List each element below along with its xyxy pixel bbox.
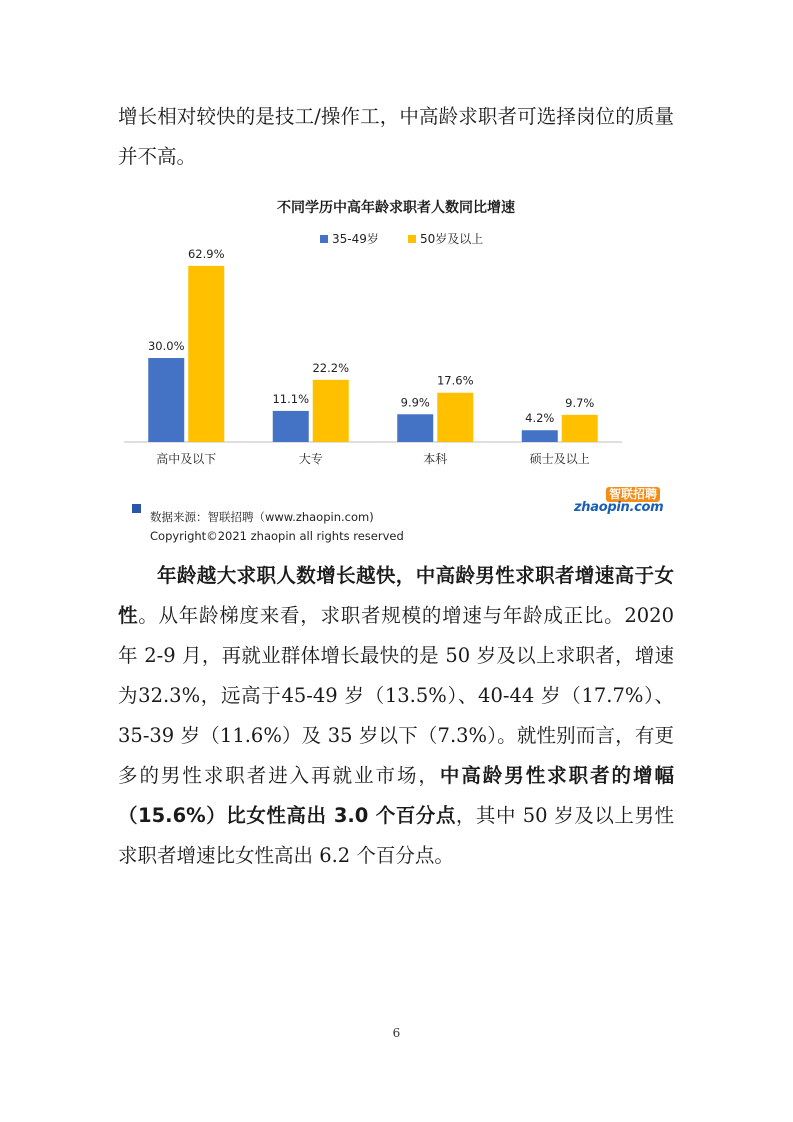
zhaopin-logo (574, 487, 664, 517)
page-number: 6 (392, 1026, 401, 1040)
data-label: 17.6% (436, 373, 474, 388)
category-label: 高中及以下 (156, 452, 217, 466)
bar (148, 358, 184, 442)
data-label: 4.2% (525, 411, 555, 426)
bar (273, 411, 309, 442)
bar (397, 414, 433, 442)
data-source: 数据来源：智联招聘（www.zhaopin.com) (150, 510, 374, 524)
body-text-2: ，其中 50 岁及以上男性求职者增速比女性高出 6.2 个百分点。 (118, 804, 674, 867)
legend-swatch (320, 235, 328, 243)
data-label: 22.2% (312, 360, 350, 375)
legend-label: 35-49岁 (332, 232, 379, 246)
bar (188, 266, 224, 442)
source-marker (132, 504, 141, 513)
bold-highlight: 中高龄男性求职者的增幅（15.6%）比女性高出 3.0 个百分点 (118, 764, 674, 827)
legend-swatch (408, 235, 416, 243)
data-label: 62.9% (187, 246, 225, 261)
category-label: 大专 (298, 452, 323, 466)
category-label: 硕士及以上 (529, 452, 590, 466)
bold-lead: 年龄越大求职人数增长越快，中高龄男性求职者增速高于女性 (118, 564, 674, 627)
data-label: 30.0% (147, 339, 185, 353)
copyright: Copyright©2021 zhaopin all rights reserved (150, 529, 404, 543)
paragraph-top: 增长相对较快的是技工/操作工，中高龄求职者可选择岗位的质量并不高。 (118, 105, 674, 168)
bar (313, 380, 349, 442)
bar (562, 415, 598, 442)
bar (522, 430, 558, 442)
logo-cn-text: 智联招聘 (606, 487, 660, 502)
paragraph-main (118, 556, 674, 876)
data-label: 11.1% (272, 391, 310, 406)
chart-canvas (118, 186, 674, 476)
chart-title: 不同学历中高年龄求职者人数同比增速 (277, 200, 515, 216)
data-label: 9.7% (565, 395, 595, 410)
logo-en-text: zhaopin.com (574, 500, 664, 515)
category-label: 本科 (423, 452, 448, 466)
bar (437, 393, 473, 442)
body-text-1: 。从年龄梯度来看，求职者规模的增速与年龄成正比。2020 年 2-9 月，再就业群体增长最快的是 50 岁及以上求职者，增速为32.3%，远高于45-49 岁（13.5%）、40-44 岁（17.7%）、35-39 岁（11.6%）及 35 岁以下（7.3%）。就性别而言，有更多的男性求职者进入再就业市场， (118, 604, 674, 787)
data-label: 9.9% (400, 395, 430, 410)
legend-label: 50岁及以上 (420, 232, 484, 246)
